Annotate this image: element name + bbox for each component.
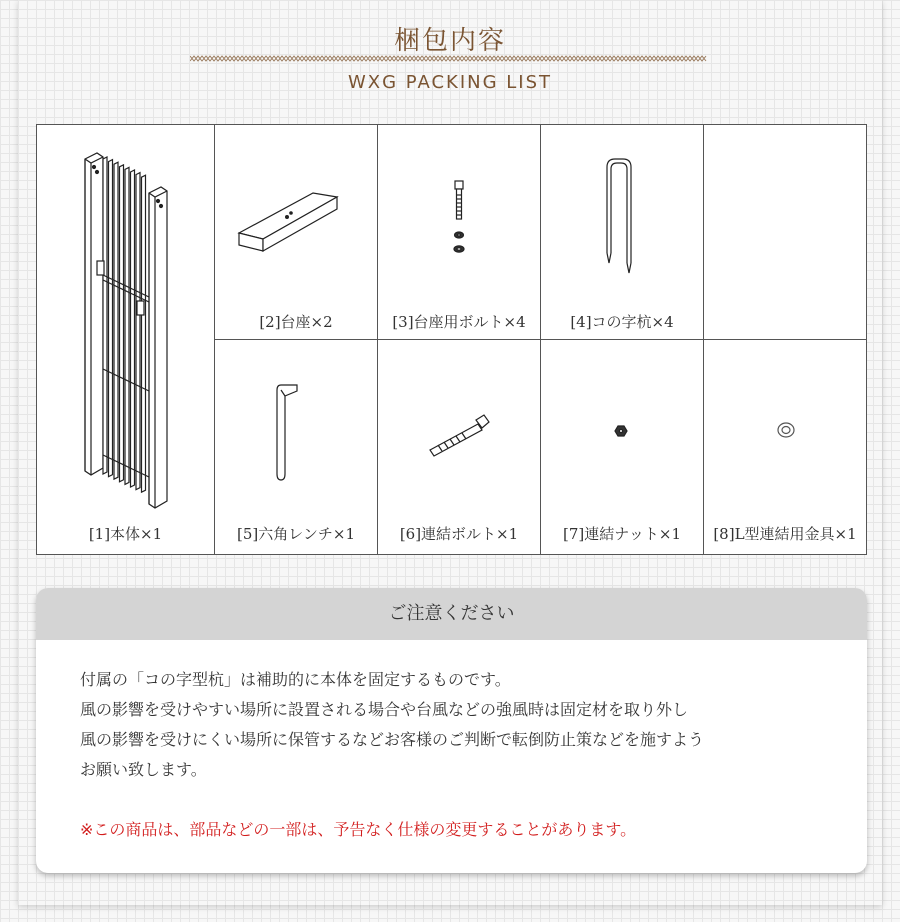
gate-slat	[136, 173, 140, 490]
gate-slat	[103, 157, 107, 474]
zigzag-divider	[190, 54, 708, 64]
base-bolt-icon	[378, 125, 541, 340]
item-label: [3]台座用ボルト×4	[392, 313, 526, 331]
item-label: [7]連結ナット×1	[562, 525, 682, 543]
item-cell-base	[215, 125, 378, 340]
notice-line: お願い致します。	[80, 760, 207, 779]
notice-title: ご注意ください	[36, 588, 867, 640]
u-stake-icon	[541, 125, 704, 340]
item-cell-hex-wrench	[215, 340, 378, 554]
hex-wrench-icon	[215, 340, 378, 554]
connecting-nut-icon	[541, 340, 704, 554]
packing-list-table	[36, 124, 867, 555]
gate-slat	[125, 167, 129, 484]
item-cell-l-bracket	[704, 340, 866, 554]
item-label: [8]L型連結用金具×1	[713, 525, 857, 543]
gate-slat	[114, 162, 118, 479]
item-label: [6]連結ボルト×1	[399, 525, 519, 543]
notice-warning: ※この商品は、部品などの一部は、予告なく仕様の変更することがあります。	[80, 820, 637, 839]
gate-slat	[109, 160, 113, 477]
item-label: [1]本体×1	[88, 525, 163, 543]
empty-cell	[704, 125, 866, 340]
item-label: [5]六角レンチ×1	[237, 525, 355, 543]
gate-slat	[120, 165, 124, 482]
item-label: [4]コの字杭×4	[570, 313, 674, 331]
connecting-bolt-icon	[378, 340, 541, 554]
l-bracket-washer-icon	[704, 340, 866, 554]
item-label: [2]台座×2	[259, 313, 333, 331]
notice-box	[36, 588, 867, 873]
page-title: 梱包内容	[393, 26, 506, 56]
item-cell-connecting-nut	[541, 340, 704, 554]
item-cell-u-stake	[541, 125, 704, 340]
item-cell-main-body	[37, 125, 215, 554]
gate-slat	[131, 170, 135, 487]
item-cell-base-bolt	[378, 125, 541, 340]
gate-slat	[142, 175, 146, 492]
notice-line: 付属の「コの字型杭」は補助的に本体を固定するものです。	[80, 670, 511, 689]
item-cell-connecting-bolt	[378, 340, 541, 554]
notice-line: 風の影響を受けにくい場所に保管するなどお客様のご判断で転倒防止策などを施すよう	[80, 730, 705, 749]
header	[0, 0, 900, 110]
notice-line: 風の影響を受けやすい場所に設置される場合や台風などの強風時は固定材を取り外し	[80, 700, 689, 719]
notice-body	[36, 640, 867, 840]
page-subtitle: WXG PACKING LIST	[347, 72, 553, 93]
gate-panel-icon	[37, 125, 215, 554]
base-stand-icon	[215, 125, 378, 340]
